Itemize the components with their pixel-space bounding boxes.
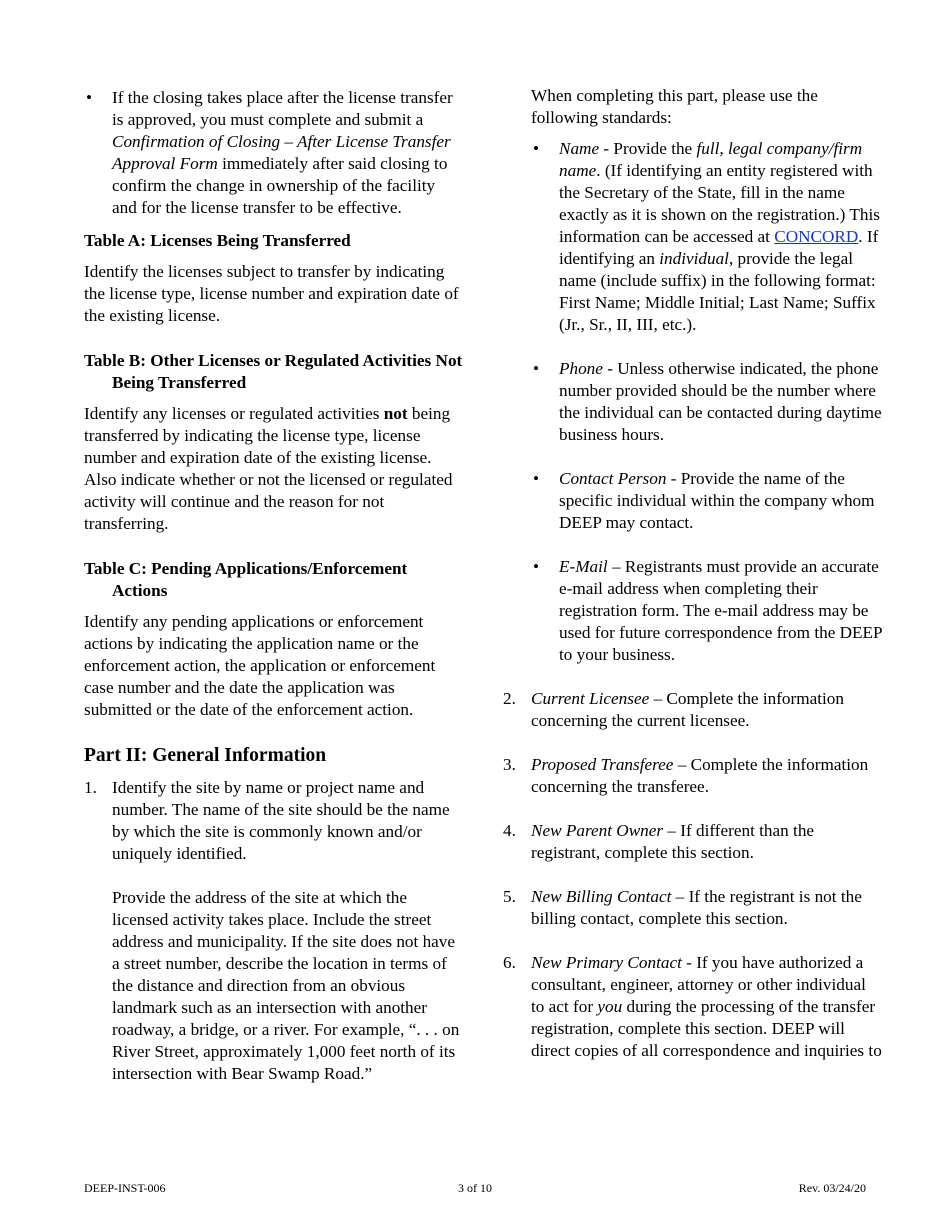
item-3: 3. Proposed Transferee – Complete the information concerning the transferee. bbox=[503, 755, 869, 796]
item-5: 5. New Billing Contact – If the registrant is not the billing contact, complete this section. bbox=[503, 887, 862, 928]
left-column bbox=[84, 84, 464, 1085]
document-id: DEEP-INST-006 bbox=[84, 1181, 166, 1195]
bullet-dot-icon: • bbox=[533, 469, 540, 488]
table-c-heading: Table C: Pending Applications/Enforcement Actions bbox=[84, 559, 408, 600]
email-standard: • E-Mail – Registrants must provide an accurate e-mail address when completing their registration form. The e-mail address may be used for future correspondence from the DEEP to your business. bbox=[533, 557, 882, 664]
bullet-dot-icon: • bbox=[533, 557, 540, 576]
item-2: 2. Current Licensee – Complete the information concerning the current licensee. bbox=[503, 689, 844, 730]
table-b-body: Identify any licenses or regulated activities not being transferred by indicating the license type, license number and expiration date of the existing license. Also indicate whether or not the licensed or regulated activity will continue and the reason for not transferring. bbox=[84, 404, 453, 533]
concord-link[interactable]: CONCORD bbox=[774, 227, 859, 246]
page-number: 3 of 10 bbox=[458, 1181, 492, 1195]
contact-person-standard: • Contact Person - Provide the name of the specific individual within the company whom DEEP may contact. bbox=[533, 469, 875, 532]
name-standard: • Name - Provide the full, legal company/firm name. (If identifying an entity registered with the Secretary of the State, fill in the name exactly as it is shown on the registration.) This information can be accessed at CONCORD. If identifying an individual, provide the legal name (include suffix) in the following format: First Name; Middle Initial; Last Name; Suffix (Jr., Sr., II, III, etc.). bbox=[533, 139, 880, 334]
part-ii-item-1: 1. Identify the site by name or project name and number. The name of the site should be the name by which the site is commonly known and/or uniquely identified. Provide the address of the site at which the licensed activity takes place. Include the street address and municipality. If the site does not have a street number, describe the location in terms of the distance and direction from an obvious landmark such as an intersection with another roadway, a bridge, or a river. For example, “. . . on River Street, approximately 1,000 feet north of its intersection with Bear Swamp Road.” bbox=[84, 777, 464, 1085]
table-b-heading: Table B: Other Licenses or Regulated Activities Not Being Transferred bbox=[84, 351, 463, 392]
table-a-heading: Table A: Licenses Being Transferred bbox=[84, 231, 351, 250]
bullet-dot-icon: • bbox=[533, 139, 540, 158]
standards-intro: When completing this part, please use the following standards: bbox=[531, 86, 818, 127]
phone-standard: • Phone - Unless otherwise indicated, the phone number provided should be the number where the individual can be contacted during daytime business hours. bbox=[533, 359, 882, 444]
standards-list bbox=[531, 138, 883, 666]
item-4: 4. New Parent Owner – If different than the registrant, complete this section. bbox=[503, 821, 815, 862]
part-ii-heading: Part II: General Information bbox=[84, 745, 327, 766]
bullet-dot-icon: • bbox=[86, 88, 93, 107]
site-address-paragraph: Provide the address of the site at which the licensed activity takes place. Include the street address and municipality. If the site does not have a street number, describe the location in terms of the distance and direction from an obvious landmark such as an intersection with another roadway, a bridge, or a river. For example, “. . . on River Street, approximately 1,000 feet north of its intersection with Bear Swamp Road.” bbox=[112, 888, 460, 1083]
revision-date: Rev. 03/24/20 bbox=[798, 1181, 866, 1195]
table-a-body: Identify the licenses subject to transfer by indicating the license type, license number and expiration date of the existing license. bbox=[84, 262, 459, 325]
table-c-body: Identify any pending applications or enforcement actions by indicating the application name or the enforcement action, the application or enforcement case number and the date the application was submitted or the date of the enforcement action. bbox=[84, 612, 436, 719]
bullet-dot-icon: • bbox=[533, 359, 540, 378]
site-name-paragraph: Identify the site by name or project name and number. The name of the site should be the name by which the site is commonly known and/or uniquely identified. bbox=[112, 778, 450, 863]
right-column bbox=[503, 84, 883, 1062]
item-6: 6. New Primary Contact - If you have authorized a consultant, engineer, attorney or other individual to act for you during the processing of the transfer registration, complete this section. DEEP will direct copies of all correspondence and inquiries to bbox=[503, 953, 882, 1060]
closing-bullet: • If the closing takes place after the license transfer is approved, you must complete and submit a Confirmation of Closing – After License Transfer Approval Form immediately after said closing to confirm the change in ownership of the facility and for the license transfer to be effective. bbox=[86, 88, 453, 217]
